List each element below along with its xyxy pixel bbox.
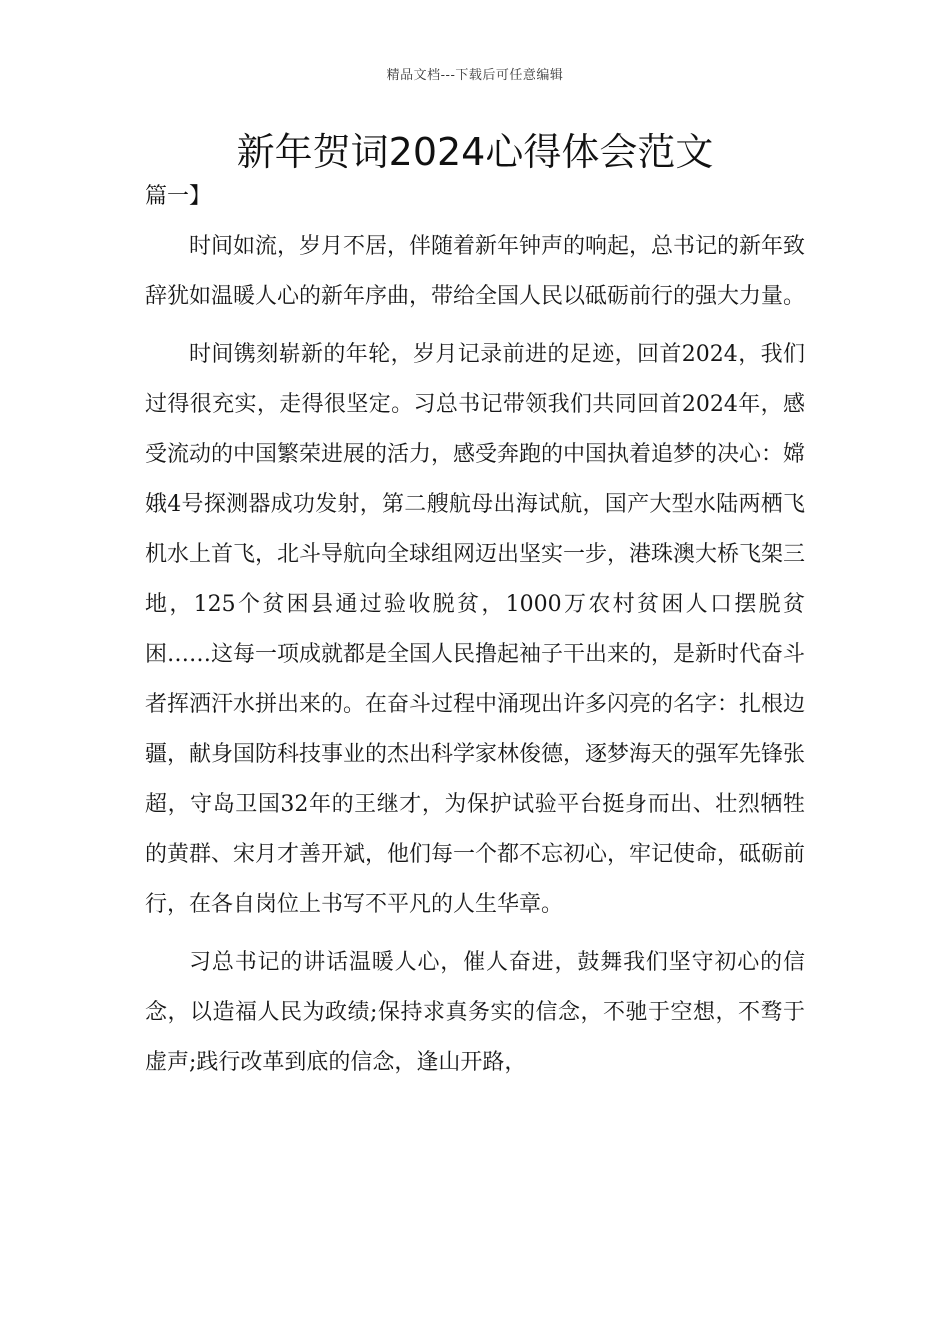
document-body [145,222,805,1096]
section-label: 篇一】 [145,184,212,209]
document-title: 新年贺词2024心得体会范文 [236,130,714,174]
paragraph: 时间镌刻崭新的年轮，岁月记录前进的足迹，回首2024，我们过得很充实，走得很坚定。习总书记带领我们共同回首2024年，感受流动的中国繁荣进展的活力，感受奔跑的中国执着追梦的决心：嫦娥4号探测器成功发射，第二艘航母出海试航，国产大型水陆两栖飞机水上首飞，北斗导航向全球组网迈出坚实一步，港珠澳大桥飞架三地，125个贫困县通过验收脱贫，1000万农村贫困人口摆脱贫困……这每一项成就都是全国人民撸起袖子干出来的，是新时代奋斗者挥洒汗水拼出来的。在奋斗过程中涌现出许多闪亮的名字：扎根边疆，献身国防科技事业的杰出科学家林俊德，逐梦海天的强军先锋张超，守岛卫国32年的王继才，为保护试验平台挺身而出、壮烈牺牲的黄群、宋月才善开斌，他们每一个都不忘初心，牢记使命，砥砺前行，在各自岗位上书写不平凡的人生华章。 [145,342,806,917]
paragraph: 习总书记的讲话温暖人心，催人奋进，鼓舞我们坚守初心的信念，以造福人民为政绩;保持求真务实的信念，不驰于空想，不骛于虚声;践行改革到底的信念，逢山开路， [145,950,805,1075]
paragraph: 时间如流，岁月不居，伴随着新年钟声的响起，总书记的新年致辞犹如温暖人心的新年序曲，带给全国人民以砥砺前行的强大力量。 [145,234,806,309]
page-header-note: 精品文档---下载后可任意编辑 [386,68,564,83]
